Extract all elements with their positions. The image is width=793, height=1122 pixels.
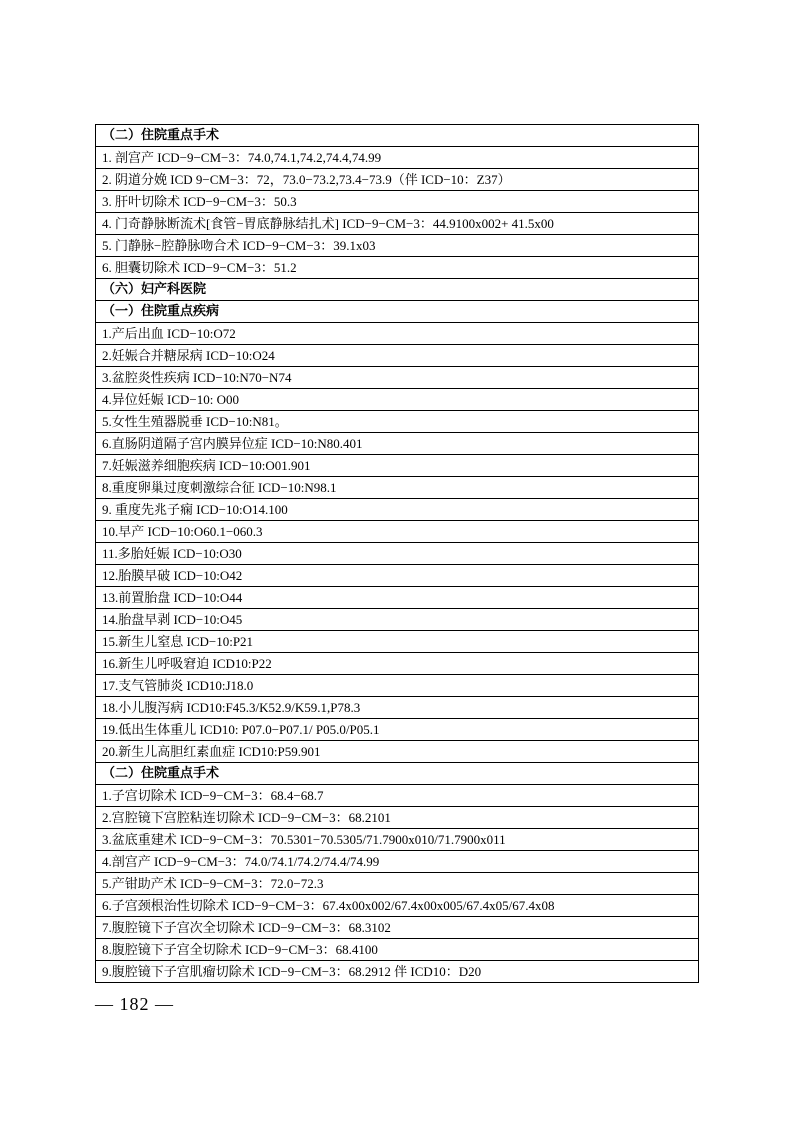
table-row [96, 499, 699, 521]
table-row [96, 411, 699, 433]
table-cell: 4.异位妊娠 ICD−10: O00 [96, 389, 699, 411]
table-cell: 9.腹腔镜下子宫肌瘤切除术 ICD−9−CM−3：68.2912 伴 ICD10：D20 [96, 961, 699, 983]
table-row [96, 565, 699, 587]
table-cell: 13.前置胎盘 ICD−10:O44 [96, 587, 699, 609]
table-cell: 17.支气管肺炎 ICD10:J18.0 [96, 675, 699, 697]
table-body [96, 125, 699, 983]
table-cell: 18.小儿腹泻病 ICD10:F45.3/K52.9/K59.1,P78.3 [96, 697, 699, 719]
table-cell: 5.产钳助产术 ICD−9−CM−3：72.0−72.3 [96, 873, 699, 895]
section-heading-row [96, 301, 699, 323]
table-row [96, 543, 699, 565]
table-row [96, 587, 699, 609]
table-row [96, 345, 699, 367]
table-cell: 9. 重度先兆子痫 ICD−10:O14.100 [96, 499, 699, 521]
table-row [96, 477, 699, 499]
table-cell: 14.胎盘早剥 ICD−10:O45 [96, 609, 699, 631]
table-row [96, 895, 699, 917]
table-cell: 5. 门静脉−腔静脉吻合术 ICD−9−CM−3：39.1x03 [96, 235, 699, 257]
table-cell: 10.早产 ICD−10:O60.1−060.3 [96, 521, 699, 543]
table-row [96, 917, 699, 939]
table-row [96, 807, 699, 829]
table-cell: 8.腹腔镜下子宫全切除术 ICD−9−CM−3：68.4100 [96, 939, 699, 961]
table-cell: 2. 阴道分娩 ICD 9−CM−3：72，73.0−73.2,73.4−73.9（伴 ICD−10：Z37） [96, 169, 699, 191]
section-heading-row [96, 763, 699, 785]
table-row [96, 191, 699, 213]
section-heading: （六）妇产科医院 [96, 279, 699, 301]
table-row [96, 741, 699, 763]
section-heading-row [96, 279, 699, 301]
section-heading: （一）住院重点疾病 [96, 301, 699, 323]
section-heading-row [96, 125, 699, 147]
table-row [96, 323, 699, 345]
table-row [96, 939, 699, 961]
table-cell: 16.新生儿呼吸窘迫 ICD10:P22 [96, 653, 699, 675]
table-cell: 4. 门奇静脉断流术[食管−胃底静脉结扎术] ICD−9−CM−3：44.9100x002+ 41.5x00 [96, 213, 699, 235]
procedure-table [95, 124, 699, 983]
table-row [96, 829, 699, 851]
table-cell: 7.腹腔镜下子宫次全切除术 ICD−9−CM−3：68.3102 [96, 917, 699, 939]
table-row [96, 235, 699, 257]
table-cell: 2.宫腔镜下宫腔粘连切除术 ICD−9−CM−3：68.2101 [96, 807, 699, 829]
table-row [96, 367, 699, 389]
table-cell: 8.重度卵巢过度刺激综合征 ICD−10:N98.1 [96, 477, 699, 499]
table-cell: 11.多胎妊娠 ICD−10:O30 [96, 543, 699, 565]
section-heading: （二）住院重点手术 [96, 125, 699, 147]
table-cell: 5.女性生殖器脱垂 ICD−10:N81。 [96, 411, 699, 433]
table-cell: 6.子宫颈根治性切除术 ICD−9−CM−3：67.4x00x002/67.4x00x005/67.4x05/67.4x08 [96, 895, 699, 917]
table-row [96, 389, 699, 411]
table-row [96, 785, 699, 807]
table-row [96, 147, 699, 169]
table-row [96, 257, 699, 279]
table-row [96, 433, 699, 455]
table-cell: 15.新生儿窒息 ICD−10:P21 [96, 631, 699, 653]
table-cell: 1. 剖宫产 ICD−9−CM−3：74.0,74.1,74.2,74.4,74.99 [96, 147, 699, 169]
table-cell: 3.盆腔炎性疾病 ICD−10:N70−N74 [96, 367, 699, 389]
table-row [96, 653, 699, 675]
table-cell: 20.新生儿高胆红素血症 ICD10:P59.901 [96, 741, 699, 763]
table-cell: 1.产后出血 ICD−10:O72 [96, 323, 699, 345]
section-heading: （二）住院重点手术 [96, 763, 699, 785]
table-cell: 3. 肝叶切除术 ICD−9−CM−3：50.3 [96, 191, 699, 213]
table-row [96, 697, 699, 719]
table-cell: 2.妊娠合并糖尿病 ICD−10:O24 [96, 345, 699, 367]
table-row [96, 213, 699, 235]
page-number: — 182 — [95, 994, 174, 1014]
table-cell: 12.胎膜早破 ICD−10:O42 [96, 565, 699, 587]
table-cell: 4.剖宫产 ICD−9−CM−3：74.0/74.1/74.2/74.4/74.99 [96, 851, 699, 873]
table-cell: 3.盆底重建术 ICD−9−CM−3：70.5301−70.5305/71.7900x010/71.7900x011 [96, 829, 699, 851]
table-row [96, 873, 699, 895]
table-row [96, 455, 699, 477]
table-row [96, 631, 699, 653]
table-row [96, 675, 699, 697]
table-cell: 1.子宫切除术 ICD−9−CM−3：68.4−68.7 [96, 785, 699, 807]
table-row [96, 609, 699, 631]
table-row [96, 851, 699, 873]
table-cell: 6. 胆囊切除术 ICD−9−CM−3：51.2 [96, 257, 699, 279]
table-cell: 19.低出生体重儿 ICD10: P07.0−P07.1/ P05.0/P05.1 [96, 719, 699, 741]
table-row [96, 961, 699, 983]
table-row [96, 719, 699, 741]
table-cell: 7.妊娠滋养细胞疾病 ICD−10:O01.901 [96, 455, 699, 477]
table-row [96, 169, 699, 191]
table-cell: 6.直肠阴道隔子宫内膜异位症 ICD−10:N80.401 [96, 433, 699, 455]
table-row [96, 521, 699, 543]
